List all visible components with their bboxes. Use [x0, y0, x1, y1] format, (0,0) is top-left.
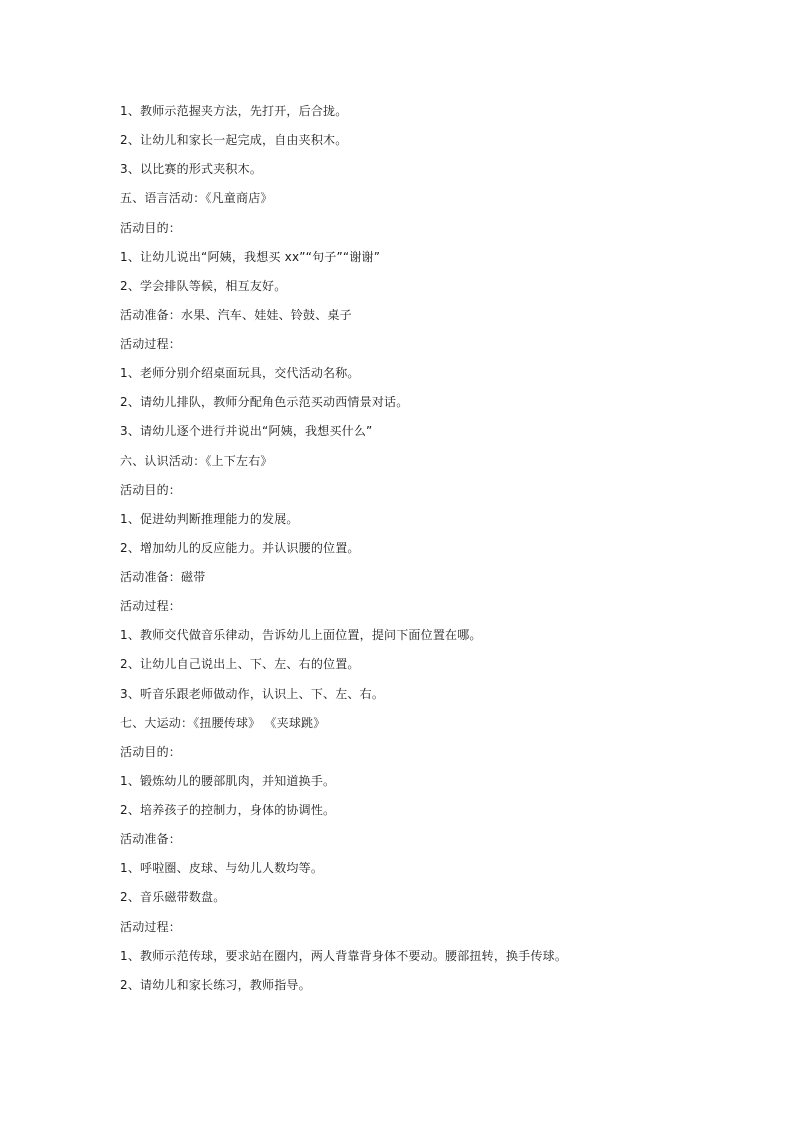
text-line: 活动目的： [120, 220, 182, 235]
text-line: 2、请幼儿和家长练习，教师指导。 [120, 977, 311, 992]
text-line: 活动过程： [120, 337, 182, 351]
text-line: 2、请幼儿排队，教师分配角色示范买动西情景对话。 [120, 395, 409, 410]
text-line: 1、锻炼幼儿的腰部肌肉，并知道换手。 [120, 773, 336, 788]
text-line: 2、让幼儿自己说出上、下、左、右的位置。 [120, 657, 360, 672]
text-line: 1、让幼儿说出“阿姨，我想买 xx”“句子”“谢谢” [120, 249, 381, 264]
text-line: 活动过程： [120, 599, 182, 614]
text-line: 1、教师交代做音乐律动，告诉幼儿上面位置，提问下面位置在哪。 [120, 628, 482, 643]
text-line: 1、老师分别介绍桌面玩具，交代活动名称。 [120, 366, 360, 381]
text-line: 活动目的： [120, 744, 182, 759]
text-line: 1、促进幼判断推理能力的发展。 [120, 511, 299, 526]
section-heading: 六、认识活动：《上下左右》 [120, 453, 273, 468]
text-line: 2、学会排队等候，相互友好。 [120, 278, 287, 293]
text-line: 2、让幼儿和家长一起完成，自由夹积木。 [120, 133, 348, 148]
text-line: 1、教师示范传球，要求站在圈内，两人背靠背身体不要动。腰部扭转，换手传球。 [120, 948, 568, 963]
text-line: 2、培养孩子的控制力，身体的协调性。 [120, 803, 336, 817]
text-line: 3、以比赛的形式夹积木。 [120, 162, 263, 177]
text-line: 活动准备：磁带 [120, 570, 206, 584]
text-line: 2、增加幼儿的反应能力。并认识腰的位置。 [120, 540, 360, 555]
text-line: 2、音乐磁带数盘。 [120, 890, 226, 905]
text-line: 活动准备：水果、汽车、娃娃、铃鼓、桌子 [120, 307, 352, 322]
text-line: 3、请幼儿逐个进行并说出“阿姨，我想买什么” [120, 424, 373, 439]
section-heading: 五、语言活动：《凡童商店》 [120, 191, 273, 206]
text-line: 活动目的： [120, 482, 182, 497]
text-line: 活动过程： [120, 919, 182, 934]
document-body [120, 101, 740, 1004]
text-line: 3、听音乐跟老师做动作，认识上、下、左、右。 [120, 686, 385, 701]
text-line: 活动准备： [120, 832, 182, 847]
text-line: 1、教师示范握夹方法，先打开，后合拢。 [120, 104, 348, 118]
section-heading: 七、大运动：《扭腰传球》 《夹球跳》 [120, 715, 326, 730]
text-line: 1、呼啦圈、皮球、与幼儿人数均等。 [120, 861, 324, 876]
